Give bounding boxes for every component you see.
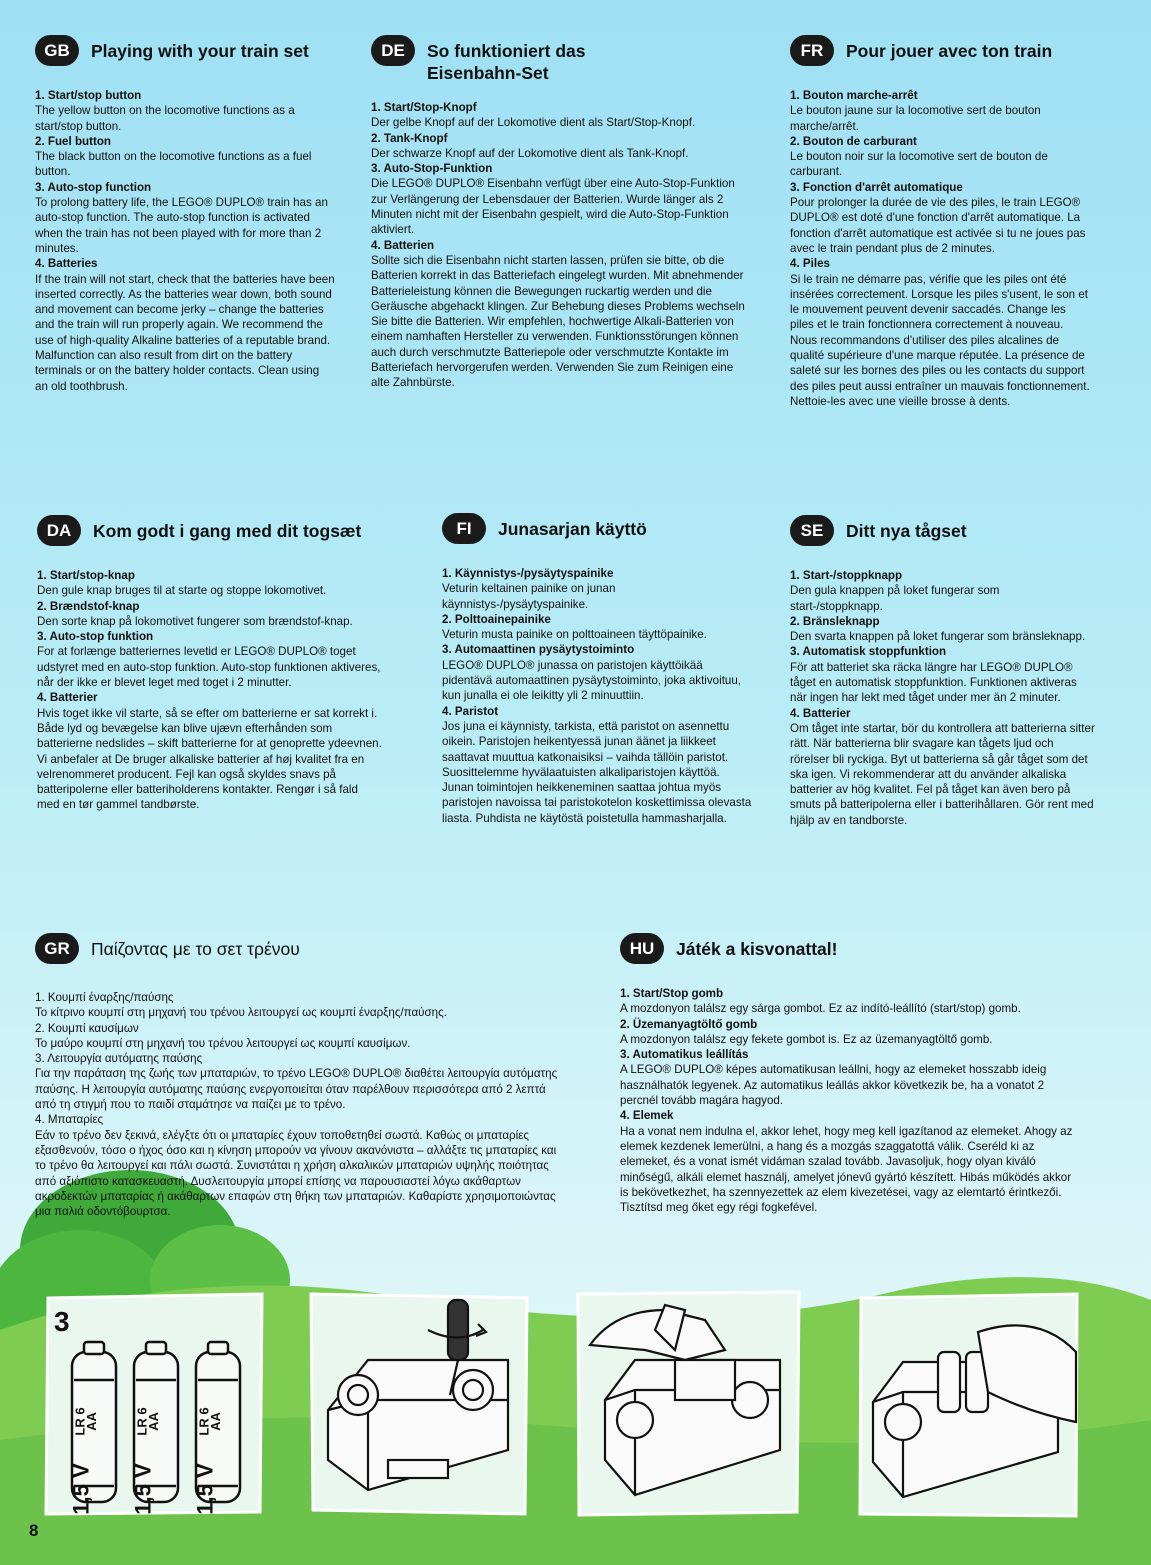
instruction-item: 4. Μπαταρίες Εάν το τρένο δεν ξεκινά, ελέγξτε ότι οι μπαταρίες έχουν τοποθετηθεί σωστά. Καθώς οι μπαταρίες εξασθενούν, τόσο ο ήχος όσο και η κίνηση μπορούν να γίνουν ακανόνιστα – αλλάξτε τις μπαταρίες και το τρένο θα λειτουργεί και πάλι σωστά. Συνιστάται η χρήση αλκαλικών μπαταριών υψηλής ποιότητας από αξιόπιστο κατασκευαστή. Δυσλειτουργία μπορεί επίσης να παρουσιαστεί λόγω ακάθαρτων ακροδεκτών μπαταρίας ή ακάθαρτων επαφών στη θήκη των μπαταριών. Καθαρίστε χρησιμοποιώντας μια παλιά οδοντόβουρτσα. <box>35 1113 557 1219</box>
instruction-item: 4. Batterier Om tåget inte startar, bör du kontrollera att batterierna sitter rätt. När batterierna blir svagare kan tågets ljud och rörelser bli ryckiga. Byt ut batterierna så går tåget som det ska igen. Vi rekommenderar att du använder alkaliska batterier av hög kvalitet. Fel på tåget kan även bero på smuts på batteripolerna eller i batterihållaren. Gör rent med hjälp av en tandborste. <box>790 706 1095 827</box>
battery-voltage: 1,5 V <box>192 1463 218 1515</box>
instruction-item: 2. Bouton de carburant Le bouton noir sur la locomotive sert de bouton de carburant. <box>790 134 1048 179</box>
battery-label: AA <box>83 1412 99 1431</box>
battery-voltage: 1,5 V <box>130 1463 156 1515</box>
instruction-item: 3. Automatikus leállítás A LEGO® DUPLO® képes automatikusan leállni, hogy az elemeket hosszabb ideig használhatók legyenek. Az automatikus leállás akkor következik be, ha a vonatot 2 percnél tovább magára hagyod. <box>620 1048 1047 1108</box>
instruction-item: 1. Start-/stoppknapp Den gula knappen på loket fungerar som start-/stoppknapp. <box>790 569 1000 613</box>
step-panel-remove-cover <box>575 1290 803 1518</box>
instruction-item: 1. Start/Stop gomb A mozdonyon találsz egy sárga gombot. Ez az indító-leállító (start/stop) gomb. <box>620 987 1021 1016</box>
section-title: Pour jouer avec ton train <box>846 41 1053 61</box>
language-badge: FI <box>442 513 486 544</box>
section-title: Junasarjan käyttö <box>498 519 647 539</box>
battery-label: LR 6 <box>72 1407 88 1436</box>
battery-voltage: 1,5 V <box>68 1463 94 1515</box>
section-fr <box>790 35 1090 409</box>
instruction-item: 4. Batteries If the train will not start, check that the batteries have been inserted correctly. As the batteries wear down, both sound and movement can become jerky – change the batteries and the train will run properly again. We recommend the use of high-quality Alkaline batteries of a reputable brand. Malfunction can also result from dirt on the battery terminals or on the battery holder contacts. Clean using an old toothbrush. <box>35 257 335 393</box>
step-panel-unscrew <box>308 1290 530 1518</box>
instruction-item: 2. Tank-Knopf Der schwarze Knopf auf der Lokomotive dient als Tank-Knopf. <box>371 131 689 160</box>
section-gr <box>35 933 565 1219</box>
instruction-item: 2. Fuel button The black button on the locomotive functions as a fuel button. <box>35 134 312 179</box>
instruction-item: 1. Start/Stop-Knopf Der gelbe Knopf auf der Lokomotive dient als Start/Stop-Knopf. <box>371 101 696 130</box>
instruction-item: 3. Auto-stop function To prolong battery life, the LEGO® DUPLO® train has an auto-stop function. The auto-stop function is activated when the train has not been played with for more than 2 minutes. <box>35 180 328 255</box>
step-panel-insert <box>858 1292 1080 1520</box>
language-badge: SE <box>790 515 834 546</box>
instruction-item: 1. Käynnistys-/pysäytyspainike Veturin keltainen painike on junan käynnistys-/pysäytyspainike. <box>442 567 616 611</box>
instruction-item: 2. Brændstof-knap Den sorte knap på lokomotivet fungerer som brændstof-knap. <box>37 599 353 628</box>
instruction-item: 3. Auto-stop funktion For at forlænge batteriernes levetid er LEGO® DUPLO® toget udstyret med en auto-stop funktion. Auto-stop funktionen aktiveres, når der ikke er blevet leget med toget i 2 minutter. <box>37 630 381 690</box>
language-badge: DA <box>37 515 81 546</box>
section-de <box>371 35 751 391</box>
instruction-item: 1. Κουμπί έναρξης/παύσης Το κίτρινο κουμπί στη μηχανή του τρένου λειτουργεί ως κουμπί έναρξης/παύσης. <box>35 991 447 1020</box>
page-number: 8 <box>29 1521 39 1540</box>
instruction-item: 4. Elemek Ha a vonat nem indulna el, akkor lehet, hogy meg kell igazítanod az elemeket. Ahogy az elemek kezdenek lemerülni, a hang és a mozgás szaggatottá válik. Cseréld ki az elemeket, és a vonat ismét vidáman szalad tovább. Javasoljuk, hogy olyan kiváló minőségű, alkáli elemet használj, amelyet jónevű gyártó készített. Hibás működés akkor is bekövetkezhet, ha szennyezettek az elem kivezetései, vagy az elemtartó érintkezői. Tisztítsd meg őket egy régi fogkefével. <box>620 1109 1073 1215</box>
battery-label: AA <box>207 1412 223 1431</box>
instruction-item: 3. Auto-Stop-Funktion Die LEGO® DUPLO® Eisenbahn verfügt über eine Auto-Stop-Funktion zur Verlängerung der Lebensdauer der Batterien. Wurde länger als 2 Minuten nicht mit der Eisenbahn gespielt, wird die Auto-Stop-Funktion aktiviert. <box>371 162 735 237</box>
language-badge: GR <box>35 933 79 964</box>
instruction-item: 3. Automatisk stoppfunktion För att batteriet ska räcka längre har LEGO® DUPLO® tåget en automatisk stoppfunktion. Funktionen aktiveras när ingen har lekt med tåget under mer än 2 minuter. <box>790 645 1077 705</box>
instruction-item: 2. Κουμπί καυσίμων Το μαύρο κουμπί στη μηχανή του τρένου λειτουργεί ως κουμπί καυσίμων. <box>35 1021 411 1050</box>
language-badge: HU <box>620 933 664 964</box>
instruction-item: 4. Batterien Sollte sich die Eisenbahn nicht starten lassen, prüfen sie bitte, ob die Batterien korrekt in das Batteriefach eingelegt wurden. Mit abnehmender Batterieleistung können die Bewegungen ruckartig werden und die Geräusche abgehackt klingen. Zur Behebung dieses Problems wechseln Sie bitte die Batterien. Wir empfehlen, hochwertige Alkali-Batterien von einem namhaften Hersteller zu verwenden. Funktionsstörungen können auch durch verschmutzte Batteriepole oder verschmutzte Kontakte im Batteriefach hervorgerufen werden. Verwenden Sie zum Reinigen eine alte Zahnbürste. <box>371 238 745 390</box>
section-title: Playing with your train set <box>91 41 309 61</box>
section-title: Παίζοντας με το σετ τρένου <box>91 939 300 959</box>
battery-label: LR 6 <box>196 1407 212 1436</box>
section-title: Játék a kisvonattal! <box>676 939 838 959</box>
section-hu <box>620 933 1080 1215</box>
section-title: So funktioniert das Eisenbahn-Set <box>427 41 586 83</box>
language-badge: FR <box>790 35 834 66</box>
instruction-item: 3. Automaattinen pysäytystoiminto LEGO® DUPLO® junassa on paristojen käyttöikää pidentävä automaattinen pysäytystoiminto, joka aktivoituu, kun junalla ei ole leikitty yli 2 minuuttiin. <box>442 643 742 703</box>
instruction-item: 2. Üzemanyagtöltő gomb A mozdonyon találsz egy fekete gombot is. Ez az üzemanyagtöltő gomb. <box>620 1017 993 1046</box>
instruction-item: 4. Batterier Hvis toget ikke vil starte, så se efter om batterierne er sat korrekt i. Både lyd og bevægelse kan blive ujævn efterhånden som batterierne nedslides – skift batterierne for at genoprette ydeevnen. Vi anbefaler at De bruger alkaliske batterier af høj kvalitet fra en velrenommeret producent. Fejl kan også skyldes snavs på batteripolerne eller batteriholderens kontakter. Rengør i så fald med en tør gammel tandbørste. <box>37 691 382 812</box>
instruction-item: 1. Start/stop-knap Den gule knap bruges til at starte og stoppe lokomotivet. <box>37 569 327 598</box>
instruction-item: 4. Piles Si le train ne démarre pas, vérifie que les piles ont été insérées correctement. Lorsque les piles s'usent, le son et le mouvement peuvent devenir saccadés. Change les piles et le train fonctionnera correctement à nouveau. Nous recommandons d'utiliser des piles alcalines de qualité supérieure d'une marque réputée. La présence de saleté sur les bornes des piles ou les contacts du support des piles peut aussi entraîner un mauvais fonctionnement. Nettoie-les avec une vieille brosse à dents. <box>790 257 1090 408</box>
instruction-item: 2. Bränsleknapp Den svarta knappen på loket fungerar som bränsleknapp. <box>790 614 1086 644</box>
screwdriver-open-icon <box>308 1290 530 1518</box>
section-title: Kom godt i gang med dit togsæt <box>93 521 362 541</box>
section-fi <box>442 513 752 826</box>
remove-cover-icon <box>575 1290 803 1518</box>
section-da <box>37 515 382 813</box>
language-badge: DE <box>371 35 415 66</box>
instruction-item: 2. Polttoainepainike Veturin musta painike on polttoaineen täyttöpainike. <box>442 612 707 642</box>
section-title: Ditt nya tågset <box>846 521 967 541</box>
battery-label: AA <box>145 1412 161 1431</box>
section-se <box>790 515 1095 828</box>
insert-batteries-icon <box>858 1292 1080 1520</box>
battery-count: 3 <box>54 1306 70 1337</box>
instruction-item: 1. Start/stop button The yellow button on the locomotive functions as a start/stop button. <box>35 89 295 133</box>
instruction-item: 1. Bouton marche-arrêt Le bouton jaune sur la locomotive sert de bouton marche/arrêt. <box>790 89 1041 133</box>
instruction-item: 4. Paristot Jos juna ei käynnisty, tarkista, että paristot on asennettu oikein. Paristojen heikentyessä junan äänet ja liikkeet saattavat muuttua katkonaisiksi – vaihda tällöin paristot. Suosittelemme hyvälaatuisten alkaliparistojen käyttöä. Junan toimintojen heikkeneminen saattaa johtua myös paristojen navoissa tai paristokotelon koskettimissa olevasta liasta. Puhdista ne käytöstä poistetulla hammasharjalla. <box>442 704 752 825</box>
section-gb <box>35 35 335 394</box>
instruction-item: 3. Fonction d'arrêt automatique Pour prolonger la durée de vie des piles, le train LEGO® DUPLO® est doté d'une fonction d'arrêt automatique. La fonction d'arrêt automatique est activée si tu ne joues pas avec le train pendant plus de 2 minutes. <box>790 180 1086 255</box>
battery-label: LR 6 <box>134 1407 150 1436</box>
batteries-panel <box>44 1292 266 1517</box>
instruction-item: 3. Λειτουργία αυτόματης παύσης Για την παράταση της ζωής των μπαταριών, το τρένο LEGO® DUPLO® διαθέτει λειτουργία αυτόματης παύσης. Η λειτουργία αυτόματης παύσης ενεργοποιείται όταν παρέλθουν περισσότερα από 2 λεπτά από τη στιγμή που το παιδί σταμάτησε να παίζει με το τρένο. <box>35 1052 558 1112</box>
language-badge: GB <box>35 35 79 66</box>
